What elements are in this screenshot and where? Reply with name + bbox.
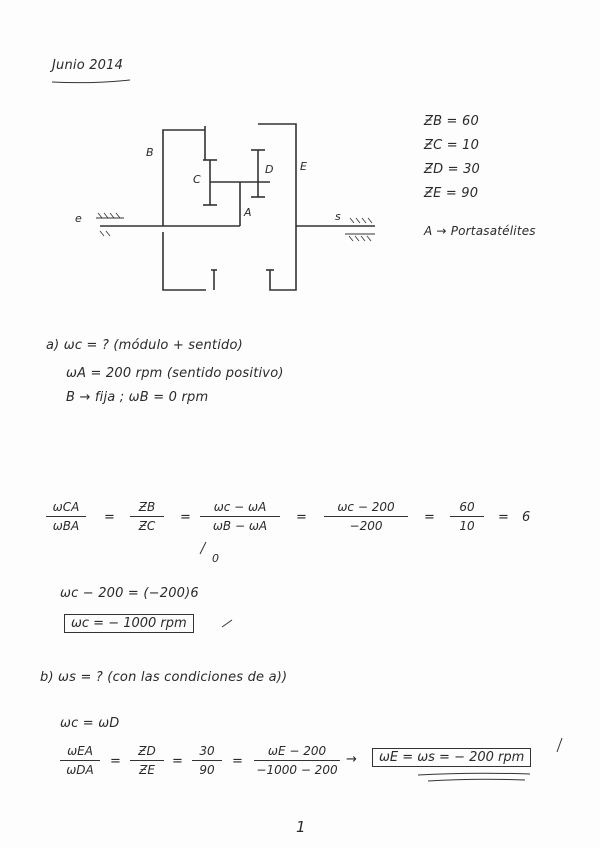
fraction-denominator: ωDA [66, 763, 94, 777]
fraction-numerator: ƵB [138, 500, 156, 514]
fraction-numerator: ωCA [52, 500, 80, 514]
implies-arrow: → [346, 752, 358, 767]
equals-sign: = [172, 754, 184, 769]
equals-sign: = [498, 510, 510, 525]
fraction-a5 [450, 500, 484, 533]
fraction-b2 [130, 744, 164, 777]
fraction-numerator: 60 [459, 500, 475, 514]
fraction-denominator: 10 [459, 519, 475, 533]
equals-sign: = [104, 510, 116, 525]
fraction-denominator: ωBA [52, 519, 80, 533]
label-E: E [300, 160, 308, 173]
equals-sign: = [232, 754, 244, 769]
fraction-a4 [324, 500, 408, 533]
fraction-b4 [254, 744, 340, 777]
part-b-question: b) ωs = ? (con las condiciones de a)) [40, 670, 288, 685]
fraction-denominator: −200 [349, 519, 383, 533]
part-a-answer-box: ωc = − 1000 rpm [64, 614, 194, 633]
given-zc: ƵC = 10 [424, 138, 480, 153]
equals-sign: = [180, 510, 192, 525]
equals-sign: = [296, 510, 308, 525]
label-s: s [335, 210, 341, 223]
ratio-result: 6 [522, 510, 531, 525]
fraction-denominator: ƵE [139, 763, 155, 777]
part-a-given-1: ωA = 200 rpm (sentido positivo) [66, 366, 284, 381]
fraction-a3 [200, 500, 280, 533]
fraction-denominator: ƵC [138, 519, 156, 533]
fraction-denominator: −1000 − 200 [256, 763, 338, 777]
fraction-numerator: 30 [199, 744, 215, 758]
part-b-answer-box: ωE = ωs = − 200 rpm [372, 748, 531, 767]
fraction-numerator: ωEA [67, 744, 93, 758]
part-a-step: ωc − 200 = (−200)6 [60, 586, 199, 601]
given-zb: ƵB = 60 [424, 114, 479, 129]
fraction-numerator: ωc − 200 [337, 500, 395, 514]
date-heading: Junio 2014 [52, 58, 124, 73]
gear-train-diagram [96, 124, 375, 290]
label-B: B [146, 146, 154, 159]
part-b-given: ωc = ωD [60, 716, 120, 731]
fraction-denominator: ωB − ωA [212, 519, 268, 533]
label-C: C [193, 173, 201, 186]
fraction-numerator: ωE − 200 [267, 744, 327, 758]
label-e: e [75, 212, 82, 225]
fraction-a2 [130, 500, 164, 533]
zero-annotation: 0 [212, 552, 220, 565]
fraction-b3 [192, 744, 222, 777]
fraction-numerator: ƵD [138, 744, 156, 758]
label-A: A [244, 206, 252, 219]
equals-sign: = [110, 754, 122, 769]
fraction-a1 [46, 500, 86, 533]
fraction-b1 [60, 744, 100, 777]
equals-sign: = [424, 510, 436, 525]
page-number: 1 [296, 818, 306, 836]
part-a-question: a) ωc = ? (módulo + sentido) [46, 338, 243, 353]
given-ze: ƵE = 90 [424, 186, 479, 201]
fraction-numerator: ωc − ωA [213, 500, 267, 514]
given-zd: ƵD = 30 [424, 162, 481, 177]
label-D: D [265, 163, 274, 176]
part-a-given-2: B → fija ; ωB = 0 rpm [66, 390, 209, 405]
carrier-note: A → Portasatélites [424, 224, 536, 238]
fraction-denominator: 90 [199, 763, 215, 777]
